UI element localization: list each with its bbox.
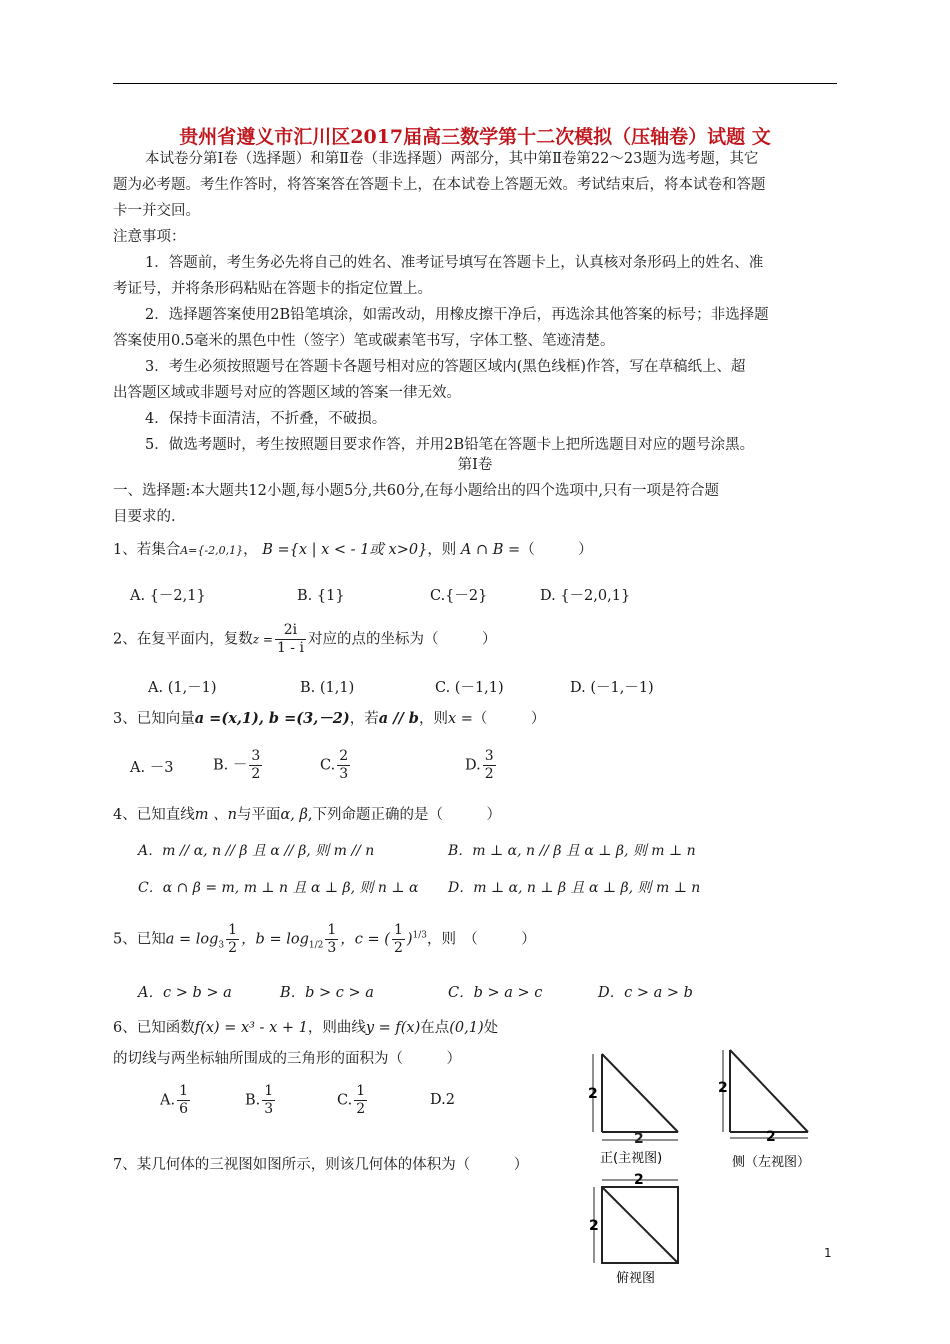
q2-z: z = (252, 632, 273, 647)
side-view-height-label: 2 (718, 1080, 728, 1096)
top-view (589, 1172, 678, 1286)
q3-option-d (465, 748, 498, 783)
top-view-height-label: 2 (589, 1218, 599, 1234)
q6-option-b (245, 1083, 277, 1118)
notice-3a: 3．考生必须按照题号在答题卡各题号相对应的答题区域内(黑色线框)作答，写在草稿纸上、超 (145, 359, 746, 375)
q3-option-c-fraction (337, 748, 350, 783)
notice-label: 注意事项： (113, 229, 186, 245)
q1-blank: （ ） (520, 542, 593, 558)
q1-option-a: A. {－2,1} (130, 588, 206, 604)
q5-c-num: 1 (393, 922, 403, 938)
q3-text-b: ，若 (349, 711, 379, 727)
q1-set-a: A={-2,0,1} (180, 544, 244, 557)
q6-option-c-fraction (354, 1083, 367, 1118)
q6-option-c-label: C. (337, 1092, 353, 1109)
front-view (588, 1054, 678, 1166)
q5-option-c: C．b > a > c (448, 985, 543, 1001)
q1-option-b: B. {1} (297, 588, 345, 604)
q5-a-base: 3 (218, 940, 225, 951)
q6-option-a-fraction (177, 1083, 190, 1118)
q4-option-d: D．m ⊥ α, n ⊥ β 且 α ⊥ β, 则 m ⊥ n (448, 880, 701, 896)
page-number: 1 (824, 1246, 832, 1260)
q6-b-num: 1 (264, 1083, 274, 1099)
q5-b-expr: ，b = log (241, 931, 309, 948)
q3-d-num: 3 (484, 748, 494, 764)
q5-c-den: 2 (393, 940, 403, 956)
q3-option-d-label: D. (465, 757, 481, 774)
question-3 (113, 706, 545, 732)
q2-option-a: A. (1,－1) (148, 680, 217, 696)
q6-option-a (160, 1083, 192, 1118)
notice-1b: 考证号，并将条形码粘贴在答题卡的指定位置上。 (113, 281, 432, 297)
q4-option-a: A．m // α, n // β 且 α // β, 则 m // n (138, 843, 375, 859)
q3-option-d-fraction (483, 748, 496, 783)
q6-text-c: 在点 (420, 1020, 450, 1036)
intro-line-3: 卡一并交回。 (113, 203, 200, 219)
q4-text-b: 与平面 (236, 807, 281, 823)
q6-option-d: D.2 (430, 1092, 455, 1108)
question-4 (113, 802, 501, 828)
q5-option-a: A．c > b > a (138, 985, 232, 1001)
q6-curve: y = f(x) (365, 1020, 421, 1036)
q2-frac-num: 2i (275, 622, 306, 640)
q3-option-b-fraction (249, 748, 262, 783)
q5-b-fraction (325, 922, 338, 957)
q2-fraction (275, 622, 306, 657)
top-view-width-label: 2 (634, 1172, 644, 1188)
three-views-figure (580, 1040, 820, 1290)
part1-line-1: 一、选择题:本大题共12小题,每小题5分,共60分,在每小题给出的四个选项中,只有一项是符合题 (113, 483, 719, 499)
notice-4: 4．保持卡面清洁，不折叠，不破损。 (145, 411, 387, 427)
q2-option-d: D. (－1,－1) (570, 680, 654, 696)
question-1 (113, 537, 593, 564)
intro-line-2: 题为必考题。考生作答时，将答案答在答题卡上，在本试卷上答题无效。考试结束后，将本试卷和答题 (113, 177, 766, 193)
q3-ask: x = (447, 711, 473, 727)
q6-c-den: 2 (356, 1101, 366, 1117)
q6-option-c (337, 1083, 369, 1118)
header-rule (113, 83, 837, 84)
q6-option-b-label: B. (245, 1092, 261, 1109)
q2-option-b: B. (1,1) (300, 680, 355, 696)
q3-option-b (213, 748, 264, 783)
q3-c-num: 2 (339, 748, 349, 764)
question-6-line-1 (113, 1015, 498, 1041)
q1-set-b: B ={x | x < - 1或 x>0} (262, 542, 428, 558)
q3-d-den: 2 (484, 766, 494, 782)
q3-condition: a // b (378, 710, 419, 727)
notice-1a: 1．答题前，考生务必先将自己的姓名、准考证号填写在答题卡上，认真核对条形码上的姓名、准 (145, 255, 764, 271)
notice-2a: 2．选择题答案使用2B铅笔填涂，如需改动，用橡皮擦干净后，再选涂其他答案的标号；非选择题 (145, 307, 769, 323)
q5-b-base: 1/2 (308, 940, 324, 951)
q3-option-c (320, 748, 352, 783)
question-5 (113, 922, 536, 958)
notice-5: 5．做选考题时，考生按照题目要求作答，并用2B铅笔在答题卡上把所选题目对应的题号涂黑。 (145, 437, 755, 453)
q3-text-c: ，则 (418, 711, 448, 727)
q3-b-den: 2 (251, 766, 261, 782)
q6-a-num: 1 (179, 1083, 189, 1099)
q1-option-c: C.{－2} (430, 588, 488, 604)
q3-option-b-label: B. － (213, 757, 248, 774)
q6-text-a: 6、已知函数 (113, 1020, 195, 1036)
q2-text-b: 对应的点的坐标为（ ） (307, 631, 497, 648)
section-heading: 第Ⅰ卷 (457, 457, 493, 473)
q5-c-expr: ，c = ( (340, 931, 390, 948)
q5-text-a: 5、已知 (113, 931, 166, 948)
front-view-caption: 正(主视图) (600, 1151, 663, 1166)
q6-text-b: ，则曲线 (307, 1020, 366, 1036)
notice-3b: 出答题区域或非题号对应的答题区域的答案一律无效。 (113, 385, 461, 401)
intro-line-1: 本试卷分第Ⅰ卷（选择题）和第Ⅱ卷（非选择题）两部分，其中第Ⅱ卷第22～23题为选考题，其它 (145, 151, 759, 167)
q3-b-num: 3 (251, 748, 261, 764)
q6-b-den: 3 (264, 1101, 274, 1117)
front-view-hypotenuse (602, 1054, 678, 1132)
q1-text-b: ， (243, 542, 258, 558)
q4-option-c: C．α ∩ β = m, m ⊥ n 且 α ⊥ β, 则 n ⊥ α (138, 880, 419, 896)
q3-text-a: 3、已知向量 (113, 711, 195, 727)
top-view-caption: 俯视图 (616, 1271, 656, 1286)
q6-option-b-fraction (262, 1083, 275, 1118)
q5-b-num: 1 (327, 922, 337, 938)
q5-c-close: ) (406, 931, 413, 948)
q6-point: (0,1) (449, 1020, 484, 1036)
q5-c-fraction (392, 922, 405, 957)
q2-text-a: 2、在复平面内，复数 (113, 631, 253, 648)
question-2 (113, 622, 496, 657)
q5-text-c: ，则 （ ） (427, 931, 536, 948)
question-6-line-2: 的切线与两坐标轴所围成的三角形的面积为（ ） (113, 1051, 461, 1067)
q6-text-d: 处 (483, 1020, 499, 1036)
question-7: 7、某几何体的三视图如图所示，则该几何体的体积为（ ） (113, 1157, 529, 1173)
q1-option-d: D. {－2,0,1} (540, 588, 631, 604)
q1-ask: A ∩ B = (460, 542, 521, 558)
side-view-caption: 侧（左视图） (732, 1155, 811, 1170)
q5-a-num: 1 (228, 922, 238, 938)
q5-option-d: D．c > a > b (598, 985, 693, 1001)
q5-option-b: B．b > c > a (280, 985, 374, 1001)
front-view-height-label: 2 (588, 1086, 598, 1102)
document-title: 贵州省遵义市汇川区2017届高三数学第十二次模拟（压轴卷）试题 文 (179, 126, 771, 148)
side-view-hypotenuse (730, 1050, 808, 1132)
q6-option-a-label: A. (160, 1092, 176, 1109)
q4-option-b: B．m ⊥ α, n // β 且 α ⊥ β, 则 m ⊥ n (448, 843, 696, 859)
q4-lines: m 、n (194, 807, 237, 823)
q5-c-exponent: 1/3 (412, 930, 428, 941)
front-view-width-label: 2 (634, 1131, 644, 1147)
q5-b-den: 3 (327, 940, 337, 956)
q4-text-c: ,下列命题正确的是（ ） (307, 807, 501, 823)
part1-line-2: 目要求的. (113, 509, 176, 525)
top-view-diagonal (602, 1187, 678, 1263)
q4-planes: α, β (280, 807, 308, 823)
q3-option-c-label: C. (320, 757, 336, 774)
q6-c-num: 1 (356, 1083, 366, 1099)
q3-c-den: 3 (339, 766, 349, 782)
q5-a-fraction (226, 922, 239, 957)
side-view (718, 1050, 810, 1170)
q2-option-c: C. (－1,1) (435, 680, 504, 696)
q1-text-c: ，则 (427, 542, 457, 558)
q3-vectors: a =(x,1), b =(3,－2) (194, 710, 350, 727)
notice-2b: 答案使用0.5毫米的黑色中性（签字）笔或碳素笔书写，字体工整、笔迹清楚。 (113, 333, 615, 349)
q3-option-a: A. －3 (130, 760, 174, 776)
q6-a-den: 6 (179, 1101, 189, 1117)
q6-function: f(x) = x³ - x + 1 (194, 1020, 308, 1036)
side-view-width-label: 2 (766, 1129, 776, 1145)
q4-text-a: 4、已知直线 (113, 807, 195, 823)
q3-blank: （ ） (472, 711, 546, 727)
q2-frac-den: 1 - i (276, 640, 304, 656)
q5-a-den: 2 (228, 940, 238, 956)
q1-text-a: 1、若集合 (113, 542, 181, 558)
q5-a-expr: a = log (165, 931, 219, 948)
